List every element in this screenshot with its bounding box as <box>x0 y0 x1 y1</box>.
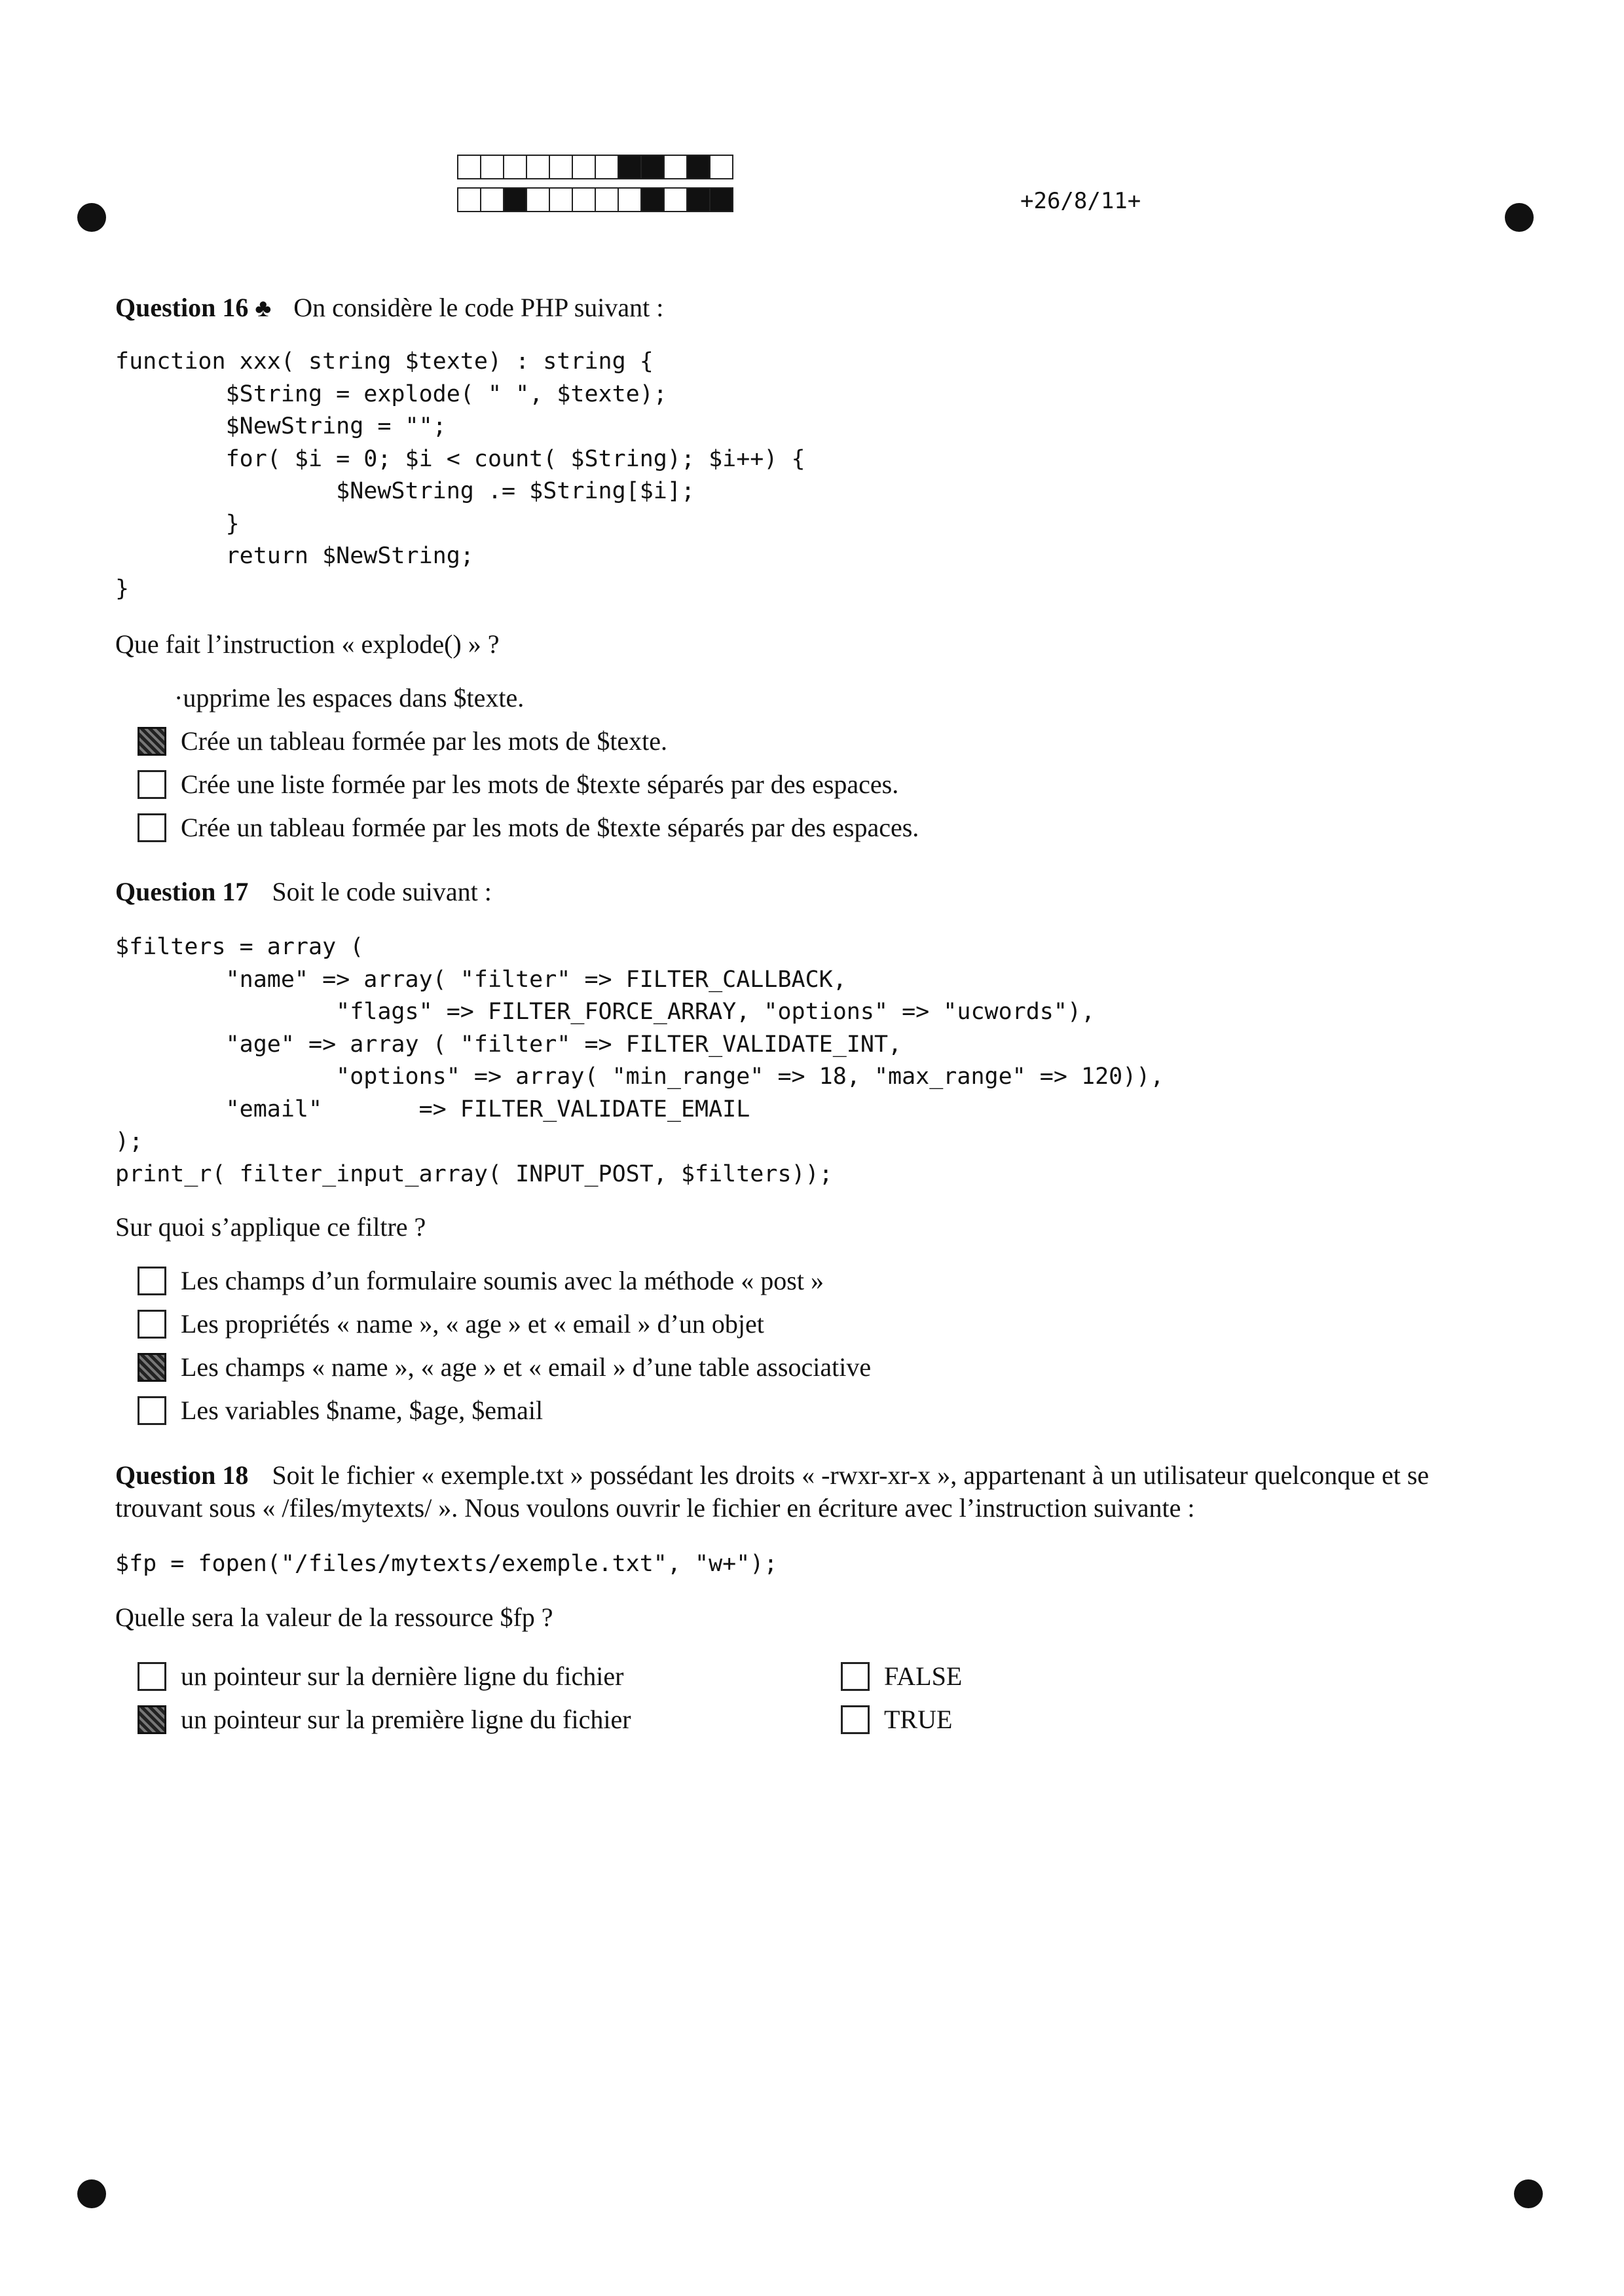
answer-label: Les champs d’un formulaire soumis avec la méthode « post » <box>181 1266 824 1295</box>
answer-checkbox[interactable] <box>138 813 166 842</box>
question-17-code: $filters = array ( "name" => array( "filter" => FILTER_CALLBACK, "flags" => FILTER_FORCE_ARRAY, "options" => "ucwords"), "age" => array ( "filter" => FILTER_VALIDATE_INT, "options" => array( "min_range" => 18, "max_range" => 120)), "email" => FILTER_VALIDATE_EMAIL ); print_r( filter_input_array( INPUT_POST, $filters)); <box>115 934 1164 1187</box>
barcode-cell <box>457 155 481 179</box>
answer-label: Les propriétés « name », « age » et « email » d’un objet <box>181 1309 764 1339</box>
question-16-code: function xxx( string $texte) : string { $String = explode( " ", $texte); $NewString = ""; for( $i = 0; $i < count( $String); $i++) { $NewString .= $String[$i]; } return $NewString; } <box>115 348 805 602</box>
answer-label: ·upprime les espaces dans $texte. <box>174 683 525 713</box>
question-17-question: Sur quoi s’applique ce filtre ? <box>115 1212 426 1242</box>
question-16-prompt: On considère le code PHP suivant : <box>293 293 664 322</box>
barcode-cell <box>572 187 596 212</box>
answer-label: un pointeur sur la dernière ligne du fichier <box>181 1661 624 1691</box>
answer-label: TRUE <box>884 1705 953 1734</box>
question-18-code: $fp = fopen("/files/mytexts/exemple.txt", "w+"); <box>115 1551 778 1577</box>
barcode-cell <box>503 155 527 179</box>
question-16-answer-2[interactable] <box>138 726 667 756</box>
barcode-cell <box>663 155 688 179</box>
question-18-answer-4[interactable] <box>841 1704 952 1735</box>
page-id: +26/8/11+ <box>1020 188 1141 214</box>
question-16-heading <box>115 292 663 323</box>
barcode-cell <box>618 155 642 179</box>
barcode-cell <box>595 187 619 212</box>
answer-checkbox[interactable] <box>138 1662 166 1691</box>
question-17-answer-4[interactable] <box>138 1395 543 1426</box>
answer-checkbox[interactable] <box>138 1396 166 1425</box>
question-18-prompt: Soit le fichier « exemple.txt » possédant les droits « -rwxr-xr-x », appartenant à un utilisateur quelconque et se trouvant sous « /files/mytexts/ ». Nous voulons ouvrir le fichier en écriture avec l’instruction suivante : <box>115 1460 1430 1523</box>
answer-label: Crée un tableau formée par les mots de $texte. <box>181 726 668 756</box>
barcode-cell <box>526 155 550 179</box>
question-17-heading <box>115 876 492 907</box>
answer-checkbox-checked[interactable] <box>138 1705 166 1734</box>
question-18-question: Quelle sera la valeur de la ressource $fp ? <box>115 1602 553 1632</box>
answer-checkbox[interactable] <box>841 1662 870 1691</box>
registration-mark-bottom-right <box>1514 2179 1543 2208</box>
question-16-number: Question 16 <box>115 293 249 322</box>
barcode-cell <box>686 155 710 179</box>
barcode-cell <box>709 155 733 179</box>
barcode-cell <box>526 187 550 212</box>
barcode-cell <box>709 187 733 212</box>
question-18-answer-3[interactable] <box>841 1661 962 1692</box>
question-18-answer-2[interactable] <box>138 1704 631 1735</box>
barcode-cell <box>572 155 596 179</box>
barcode-cell <box>480 155 504 179</box>
question-16-question: Que fait l’instruction « explode() » ? <box>115 629 500 659</box>
barcode-cell <box>618 187 642 212</box>
barcode-cell <box>549 187 573 212</box>
barcode-cell <box>549 155 573 179</box>
club-icon: ♣ <box>255 295 272 322</box>
question-16-answer-4[interactable] <box>138 812 919 843</box>
answer-label: Les champs « name », « age » et « email » d’une table associative <box>181 1352 872 1382</box>
question-16-answer-3[interactable] <box>138 769 898 800</box>
registration-mark-top-right <box>1505 203 1534 232</box>
barcode-cell <box>595 155 619 179</box>
answer-label: FALSE <box>884 1661 963 1691</box>
registration-mark-top-left <box>77 203 106 232</box>
barcode-cell <box>480 187 504 212</box>
barcode-cell <box>663 187 688 212</box>
question-16-answer-1[interactable] <box>138 682 524 713</box>
question-17-prompt: Soit le code suivant : <box>272 877 492 906</box>
answer-checkbox[interactable] <box>138 770 166 799</box>
answer-label: un pointeur sur la première ligne du fichier <box>181 1705 631 1734</box>
answer-checkbox[interactable] <box>138 684 166 713</box>
barcode-cell <box>640 155 665 179</box>
question-17-answer-1[interactable] <box>138 1265 824 1296</box>
answer-checkbox[interactable] <box>841 1705 870 1734</box>
question-18-heading <box>115 1459 1510 1525</box>
question-17-number: Question 17 <box>115 877 249 906</box>
answer-checkbox-checked[interactable] <box>138 1353 166 1382</box>
answer-checkbox-checked[interactable] <box>138 727 166 756</box>
barcode-cell <box>503 187 527 212</box>
barcode-row-2 <box>457 187 732 212</box>
answer-label: Crée une liste formée par les mots de $texte séparés par des espaces. <box>181 769 899 799</box>
question-17-answer-2[interactable] <box>138 1308 764 1339</box>
question-17-answer-3[interactable] <box>138 1352 871 1382</box>
barcode-cell <box>640 187 665 212</box>
answer-checkbox[interactable] <box>138 1267 166 1295</box>
barcode-cell <box>457 187 481 212</box>
answer-checkbox[interactable] <box>138 1310 166 1339</box>
question-18-answer-1[interactable] <box>138 1661 623 1692</box>
question-18-number: Question 18 <box>115 1460 249 1490</box>
registration-mark-bottom-left <box>77 2179 106 2208</box>
answer-label: Crée un tableau formée par les mots de $texte séparés par des espaces. <box>181 813 919 842</box>
barcode-row-1 <box>457 155 732 179</box>
barcode-cell <box>686 187 710 212</box>
answer-label: Les variables $name, $age, $email <box>181 1396 544 1425</box>
